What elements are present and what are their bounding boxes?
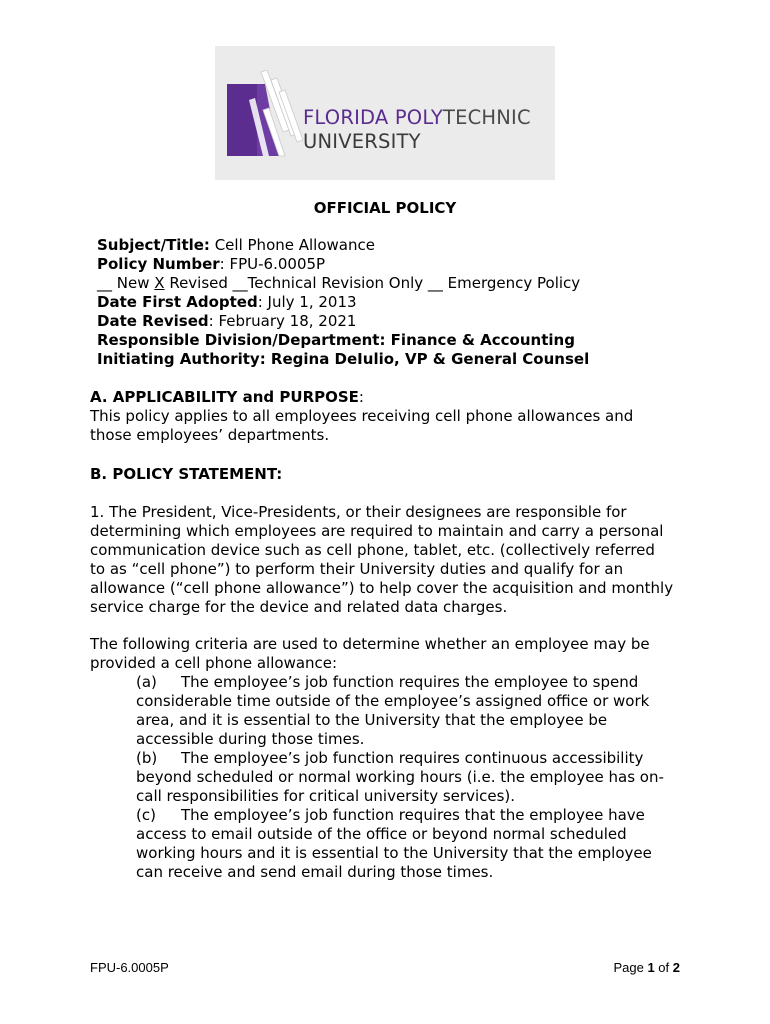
paragraph-line: service charge for the device and related data charges.: [90, 598, 508, 616]
footer-page-number: Page 1 of 2: [613, 960, 680, 975]
paragraph-line: communication device such as cell phone, tablet, etc. (collectively referred: [90, 541, 655, 559]
paragraph-line: The following criteria are used to determine whether an employee may be: [90, 635, 650, 653]
criteria-label: (c): [136, 806, 156, 824]
paragraph-line: provided a cell phone allowance:: [90, 654, 338, 672]
date-adopted-line: Date First Adopted: July 1, 2013: [97, 293, 357, 311]
paragraph-line: to as “cell phone”) to perform their University duties and qualify for an: [90, 560, 624, 578]
criteria-line: can receive and send email during those times.: [136, 863, 494, 881]
criteria-text: The employee’s job function requires continuous accessibility: [181, 749, 644, 767]
criteria-text: The employee’s job function requires that the employee have: [181, 806, 645, 824]
authority-line: Initiating Authority: Regina DeIulio, VP & General Counsel: [97, 350, 590, 368]
policy-metadata: [97, 236, 589, 369]
section-applicability: [90, 388, 690, 445]
criteria-label: (a): [136, 673, 157, 691]
paragraph-2: [90, 635, 690, 882]
criteria-line: considerable time outside of the employee’s assigned office or work: [136, 692, 650, 710]
criteria-line: call responsibilities for critical university services).: [136, 787, 516, 805]
section-policy-statement: [90, 465, 690, 484]
criteria-b: [90, 749, 690, 806]
criteria-line: access to email outside of the office or beyond normal scheduled: [136, 825, 627, 843]
section-a-line: This policy applies to all employees receiving cell phone allowances and: [90, 407, 634, 425]
criteria-line: beyond scheduled or normal working hours (i.e. the employee has on-: [136, 768, 664, 786]
criteria-line: working hours and it is essential to the University that the employee: [136, 844, 652, 862]
policy-status-line: __ New X Revised __Technical Revision Only __ Emergency Policy: [97, 274, 581, 292]
section-b-heading: B. POLICY STATEMENT:: [90, 465, 283, 483]
division-line: Responsible Division/Department: Finance & Accounting: [97, 331, 575, 349]
criteria-line: accessible during those times.: [136, 730, 365, 748]
criteria-a: [90, 673, 690, 749]
logo-wordmark-line2: UNIVERSITY: [303, 130, 421, 153]
florida-poly-logo-icon: [227, 70, 307, 160]
paragraph-line: determining which employees are required to maintain and carry a personal: [90, 522, 664, 540]
section-a-heading: A. APPLICABILITY and PURPOSE:: [90, 388, 364, 406]
criteria-c: [90, 806, 690, 882]
logo-wordmark-line1: FLORIDA POLYTECHNIC: [303, 106, 531, 129]
footer-policy-number: FPU-6.0005P: [90, 960, 169, 975]
date-revised-line: Date Revised: February 18, 2021: [97, 312, 357, 330]
criteria-text: The employee’s job function requires the employee to spend: [181, 673, 639, 691]
subject-line: Subject/Title: Cell Phone Allowance: [97, 236, 375, 254]
paragraph-1: [90, 503, 690, 617]
paragraph-line: allowance (“cell phone allowance”) to help cover the acquisition and monthly: [90, 579, 674, 597]
criteria-line: area, and it is essential to the University that the employee be: [136, 711, 608, 729]
page-title: OFFICIAL POLICY: [313, 199, 457, 217]
paragraph-line: 1. The President, Vice-Presidents, or their designees are responsible for: [90, 503, 627, 521]
university-logo: [215, 46, 555, 180]
criteria-label: (b): [136, 749, 158, 767]
policy-number-line: Policy Number: FPU-6.0005P: [97, 255, 326, 273]
section-a-line: those employees’ departments.: [90, 426, 330, 444]
